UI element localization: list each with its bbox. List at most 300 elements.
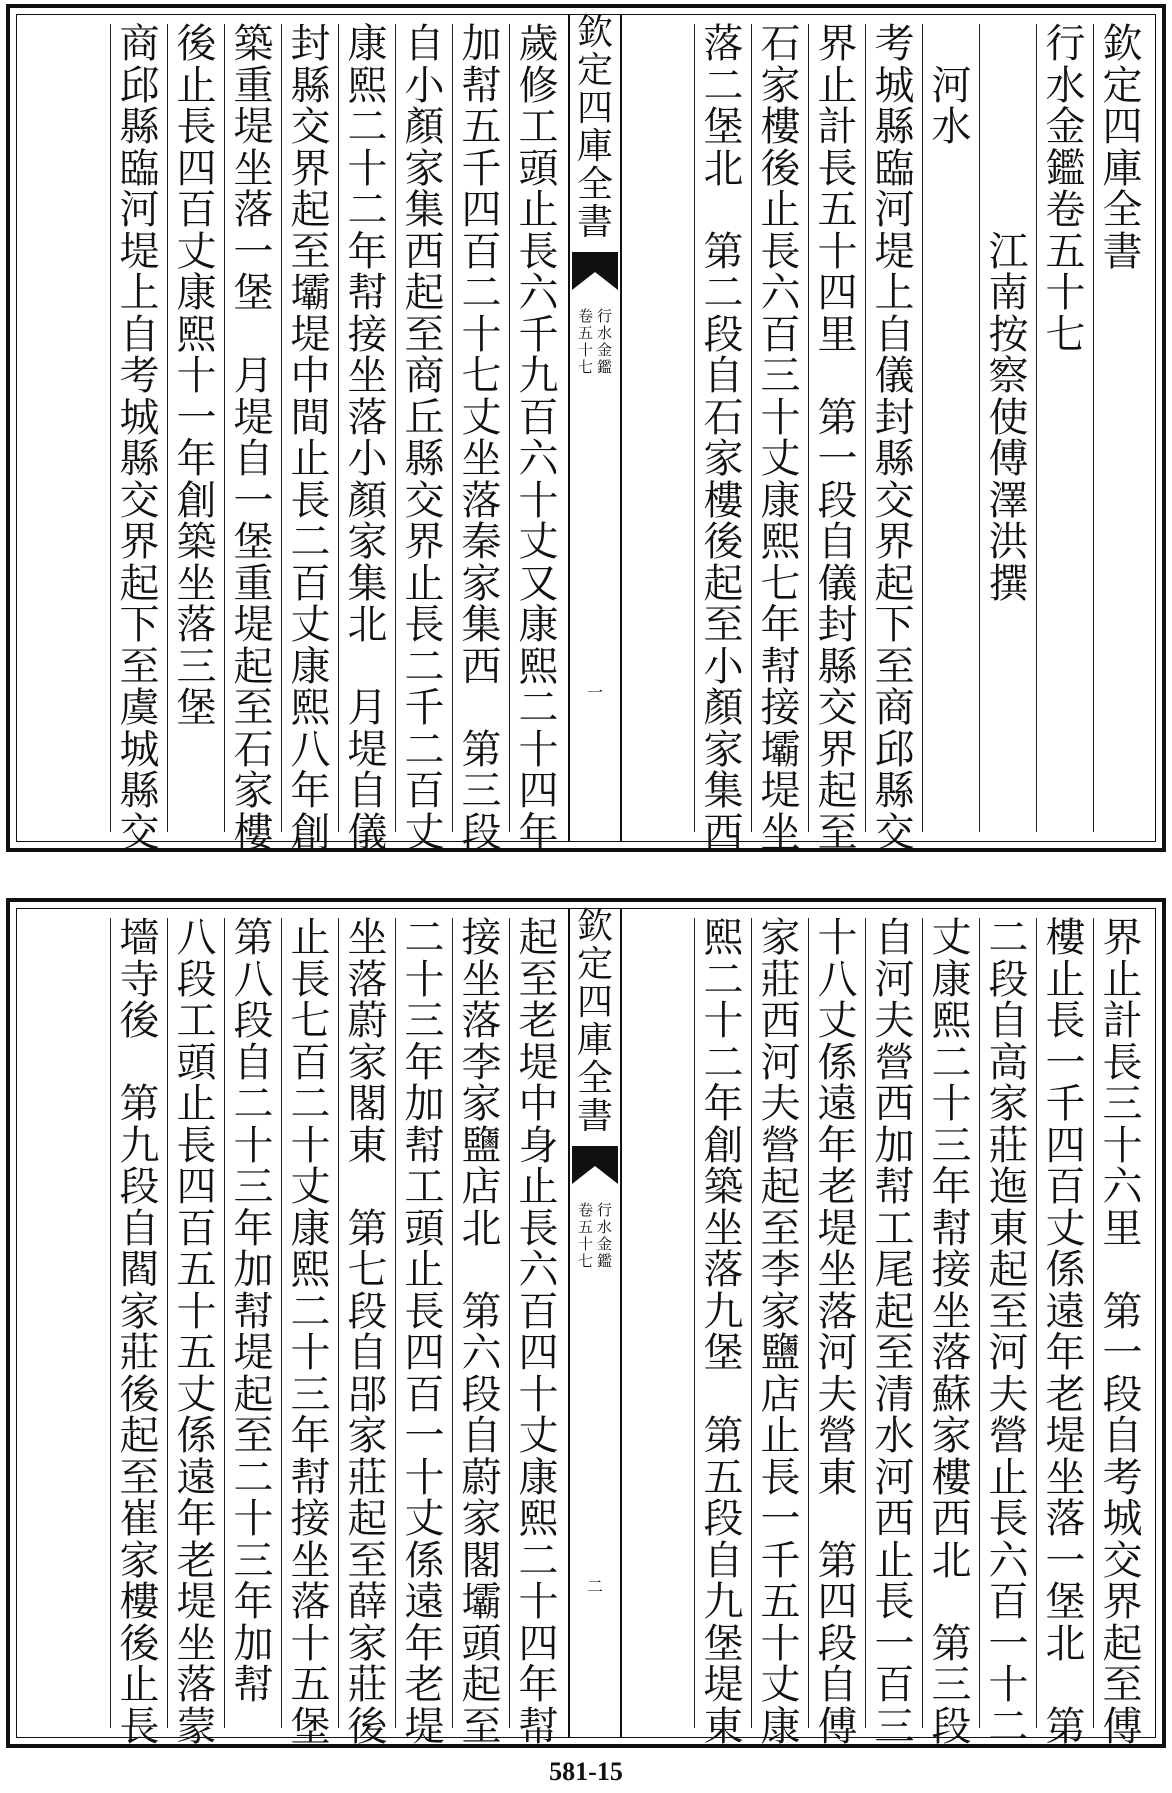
page-number-footer: 581-15 xyxy=(549,1757,623,1786)
glyph: 止 xyxy=(404,560,445,607)
glyph: 顏 xyxy=(347,477,388,524)
glyph: 一 xyxy=(817,436,858,482)
glyph xyxy=(695,190,752,232)
glyph: 起 xyxy=(233,1371,274,1418)
glyph: 二 xyxy=(404,726,445,773)
glyph: 自 xyxy=(347,768,388,814)
glyph: 自 xyxy=(817,1662,858,1708)
glyph: 五 xyxy=(577,324,593,342)
glyph: 二 xyxy=(290,1288,331,1335)
glyph: 至 xyxy=(817,809,858,856)
glyph: 堤 xyxy=(518,1039,559,1086)
glyph: 夫 xyxy=(760,1081,801,1127)
glyph xyxy=(453,1250,510,1292)
glyph: 創 xyxy=(703,1122,744,1169)
glyph: 西 xyxy=(703,809,744,856)
glyph: 坐 xyxy=(760,809,801,856)
glyph: 第 xyxy=(703,1413,744,1459)
glyph: 起 xyxy=(760,1164,801,1210)
glyph: 熙 xyxy=(347,62,388,109)
glyph: 書 xyxy=(576,202,613,243)
glyph: 三 xyxy=(176,643,217,690)
glyph: 六 xyxy=(1102,1164,1143,1210)
text-column xyxy=(1036,21,1094,832)
glyph: 澤 xyxy=(988,477,1029,524)
glyph: 百 xyxy=(988,1579,1029,1625)
glyph: 落 xyxy=(703,21,744,67)
glyph: 十 xyxy=(760,394,801,441)
text-column xyxy=(509,21,567,856)
glyph: 夫 xyxy=(817,1371,858,1418)
glyph: 十 xyxy=(1045,270,1086,316)
glyph: 堤 xyxy=(233,602,274,648)
lower-center-header xyxy=(577,908,613,1136)
glyph: 二 xyxy=(703,956,744,1003)
glyph: 六 xyxy=(988,1537,1029,1584)
glyph: 金 xyxy=(597,1235,613,1253)
glyph: 止 xyxy=(988,1454,1029,1501)
glyph: 丈 xyxy=(176,228,217,275)
glyph: 縣 xyxy=(119,436,160,482)
glyph xyxy=(980,24,1037,66)
glyph: 樓 xyxy=(233,809,274,856)
glyph: 係 xyxy=(176,1413,217,1459)
glyph: 金 xyxy=(597,341,613,359)
glyph: 家 xyxy=(119,1288,160,1335)
glyph: 里 xyxy=(817,311,858,358)
glyph: 熙 xyxy=(760,519,801,565)
glyph: 八 xyxy=(233,956,274,1003)
glyph: 坐 xyxy=(703,1205,744,1252)
chapter-volume xyxy=(578,1202,593,1270)
glyph: 年 xyxy=(518,1662,559,1708)
glyph: 五 xyxy=(290,1662,331,1708)
glyph: 二 xyxy=(404,643,445,690)
glyph: 水 xyxy=(1045,62,1086,109)
glyph: 百 xyxy=(404,1371,445,1418)
glyph: 坐 xyxy=(931,1288,972,1335)
glyph: 南 xyxy=(988,270,1029,316)
glyph: 千 xyxy=(760,1537,801,1584)
glyph: 河 xyxy=(874,1454,915,1501)
glyph: 十 xyxy=(931,1081,972,1127)
glyph: 九 xyxy=(518,353,559,399)
glyph: 虞 xyxy=(119,685,160,731)
glyph: 庫 xyxy=(1102,145,1143,192)
glyph: 坐 xyxy=(461,436,502,482)
glyph: 熙 xyxy=(518,643,559,690)
glyph: 河 xyxy=(817,1330,858,1376)
glyph: 家 xyxy=(461,1496,502,1542)
glyph: 書 xyxy=(1102,228,1143,275)
glyph: 長 xyxy=(518,228,559,275)
glyph: 落 xyxy=(461,477,502,524)
glyph: 城 xyxy=(874,62,915,109)
glyph: 一 xyxy=(1045,1537,1086,1584)
glyph: 六 xyxy=(760,270,801,316)
glyph: 七 xyxy=(347,1247,388,1293)
glyph: 自 xyxy=(119,1205,160,1252)
glyph: 起 xyxy=(1102,1620,1143,1667)
glyph: 三 xyxy=(931,1122,972,1169)
glyph: 丈 xyxy=(404,809,445,856)
glyph: 老 xyxy=(518,998,559,1044)
glyph: 寺 xyxy=(119,956,160,1003)
glyph: 幇 xyxy=(233,1662,274,1708)
glyph: 四 xyxy=(817,1579,858,1625)
glyph: 家 xyxy=(988,1081,1029,1127)
glyph: 自 xyxy=(347,1330,388,1376)
glyph: 一 xyxy=(1102,1330,1143,1376)
glyph: 二 xyxy=(347,104,388,150)
glyph: 七 xyxy=(760,560,801,607)
glyph: 丘 xyxy=(404,394,445,441)
glyph: 欽 xyxy=(576,906,613,947)
text-column xyxy=(167,915,225,1750)
glyph: 欽 xyxy=(1102,21,1143,67)
glyph: 身 xyxy=(518,1122,559,1169)
glyph: 封 xyxy=(874,394,915,441)
glyph: 定 xyxy=(576,944,613,985)
glyph: 壩 xyxy=(290,270,331,316)
glyph: 界 xyxy=(1102,1579,1143,1625)
glyph: 營 xyxy=(874,1039,915,1086)
glyph: 營 xyxy=(988,1413,1029,1459)
glyph xyxy=(809,1499,866,1541)
glyph: 丈 xyxy=(461,394,502,441)
glyph: 丈 xyxy=(518,519,559,565)
glyph: 係 xyxy=(817,1039,858,1086)
glyph: 堤 xyxy=(760,768,801,814)
glyph: 莊 xyxy=(988,1122,1029,1169)
glyph: 儀 xyxy=(817,560,858,607)
glyph: 至 xyxy=(461,1703,502,1750)
glyph: 四 xyxy=(817,270,858,316)
upper-center-chapter xyxy=(578,308,612,376)
glyph: 考 xyxy=(119,353,160,399)
glyph: 北 xyxy=(931,1537,972,1584)
glyph: 顏 xyxy=(404,104,445,150)
glyph: 家 xyxy=(404,145,445,192)
glyph: 莊 xyxy=(119,1330,160,1376)
glyph: 十 xyxy=(290,1330,331,1376)
glyph: 坐 xyxy=(347,915,388,961)
glyph: 年 xyxy=(290,768,331,814)
glyph: 家 xyxy=(347,519,388,565)
glyph: 起 xyxy=(988,1247,1029,1293)
text-column xyxy=(865,21,923,856)
glyph: 幇 xyxy=(347,270,388,316)
glyph: 熙 xyxy=(176,311,217,358)
glyph: 邱 xyxy=(874,726,915,773)
glyph: 十 xyxy=(233,1496,274,1542)
glyph: 十 xyxy=(817,228,858,275)
text-column xyxy=(281,21,339,856)
glyph: 二 xyxy=(233,1454,274,1501)
glyph: 後 xyxy=(347,1703,388,1750)
glyph: 起 xyxy=(290,187,331,233)
glyph: 城 xyxy=(119,726,160,773)
glyph: 七 xyxy=(577,358,593,376)
glyph: 行 xyxy=(597,1201,613,1219)
glyph: 段 xyxy=(347,1288,388,1335)
glyph: 年 xyxy=(404,1039,445,1086)
glyph: 一 xyxy=(988,1620,1029,1667)
glyph: 年 xyxy=(518,809,559,856)
glyph: 鑑 xyxy=(597,358,613,376)
glyph: 長 xyxy=(1045,998,1086,1044)
glyph: 蒙 xyxy=(176,1703,217,1750)
glyph: 北 xyxy=(461,1205,502,1252)
glyph: 起 xyxy=(874,560,915,607)
glyph: 自 xyxy=(988,998,1029,1044)
glyph: 集 xyxy=(404,187,445,233)
glyph: 自 xyxy=(703,353,744,399)
glyph: 遠 xyxy=(176,1454,217,1501)
glyph: 北 xyxy=(703,145,744,192)
glyph: 頭 xyxy=(404,1205,445,1252)
glyph: 縣 xyxy=(404,436,445,482)
glyph: 店 xyxy=(760,1371,801,1418)
glyph: 落 xyxy=(461,998,502,1044)
glyph: 止 xyxy=(760,187,801,233)
glyph: 北 xyxy=(347,602,388,648)
upper-center-strip xyxy=(568,14,622,842)
glyph: 後 xyxy=(119,1371,160,1418)
glyph: 坐 xyxy=(233,145,274,192)
glyph xyxy=(111,1043,168,1085)
glyph: 接 xyxy=(290,1496,331,1542)
glyph: 工 xyxy=(518,104,559,150)
glyph: 西 xyxy=(461,643,502,690)
glyph: 起 xyxy=(404,270,445,316)
glyph: 二 xyxy=(461,270,502,316)
glyph: 第 xyxy=(461,1288,502,1335)
glyph: 幇 xyxy=(290,1454,331,1501)
glyph: 康 xyxy=(290,1205,331,1252)
glyph: 九 xyxy=(119,1122,160,1169)
glyph: 第 xyxy=(931,1620,972,1667)
glyph: 三 xyxy=(233,1164,274,1210)
glyph: 年 xyxy=(1045,1330,1086,1376)
glyph: 年 xyxy=(233,1205,274,1252)
glyph: 至 xyxy=(119,643,160,690)
glyph: 河 xyxy=(931,62,972,109)
glyph: 十 xyxy=(518,1579,559,1625)
text-column xyxy=(751,915,809,1750)
glyph: 頭 xyxy=(176,1039,217,1086)
glyph: 八 xyxy=(176,915,217,961)
glyph: 止 xyxy=(290,436,331,482)
glyph: 交 xyxy=(1102,1537,1143,1584)
glyph: 界 xyxy=(119,519,160,565)
glyph: 儀 xyxy=(874,353,915,399)
glyph: 遠 xyxy=(404,1579,445,1625)
upper-center-header xyxy=(577,14,613,242)
glyph: 自 xyxy=(1102,1413,1143,1459)
text-column xyxy=(751,21,809,856)
glyph: 全 xyxy=(1102,187,1143,233)
glyph: 李 xyxy=(760,1247,801,1293)
glyph: 後 xyxy=(119,998,160,1044)
glyph: 邱 xyxy=(119,62,160,109)
glyph: 商 xyxy=(874,685,915,731)
glyph: 落 xyxy=(931,1330,972,1376)
text-column xyxy=(979,24,1037,832)
glyph: 家 xyxy=(760,915,801,961)
glyph: 至 xyxy=(233,1413,274,1459)
glyph: 後 xyxy=(703,519,744,565)
glyph: 蔚 xyxy=(347,998,388,1044)
glyph: 堤 xyxy=(347,726,388,773)
glyph: 定 xyxy=(576,50,613,91)
glyph: 接 xyxy=(760,685,801,731)
glyph: 第 xyxy=(233,915,274,961)
glyph: 百 xyxy=(518,394,559,441)
glyph: 年 xyxy=(233,1579,274,1625)
glyph: 計 xyxy=(817,104,858,150)
glyph: 七 xyxy=(1045,311,1086,358)
glyph: 堤 xyxy=(233,1330,274,1376)
text-column xyxy=(167,21,225,832)
glyph: 行 xyxy=(1045,21,1086,67)
glyph: 係 xyxy=(404,1537,445,1584)
glyph: 段 xyxy=(461,809,502,856)
text-column xyxy=(1036,915,1094,1750)
glyph: 清 xyxy=(874,1371,915,1418)
glyph: 傅 xyxy=(1102,1703,1143,1750)
glyph: 薛 xyxy=(347,1579,388,1625)
glyph: 止 xyxy=(518,1164,559,1210)
glyph: 頭 xyxy=(518,145,559,192)
glyph: 築 xyxy=(703,1164,744,1210)
text-column xyxy=(922,915,980,1750)
glyph: 西 xyxy=(931,1496,972,1542)
glyph: 按 xyxy=(988,311,1029,358)
glyph xyxy=(339,1167,396,1209)
glyph: 起 xyxy=(518,915,559,961)
glyph: 二 xyxy=(703,270,744,316)
glyph: 界 xyxy=(817,21,858,67)
glyph: 堤 xyxy=(703,1662,744,1708)
glyph: 李 xyxy=(461,1039,502,1086)
glyph: 家 xyxy=(347,1620,388,1667)
glyph: 至 xyxy=(874,1330,915,1376)
glyph: 十 xyxy=(703,998,744,1044)
glyph: 小 xyxy=(347,436,388,482)
glyph: 百 xyxy=(404,768,445,814)
glyph: 郘 xyxy=(347,1371,388,1418)
glyph: 段 xyxy=(176,956,217,1003)
glyph: 八 xyxy=(817,956,858,1003)
glyph: 百 xyxy=(518,1288,559,1335)
glyph: 十 xyxy=(518,1371,559,1418)
glyph: 五 xyxy=(703,1454,744,1501)
glyph: 下 xyxy=(119,602,160,648)
glyph: 縣 xyxy=(874,768,915,814)
glyph: 重 xyxy=(233,560,274,607)
glyph: 七 xyxy=(290,998,331,1044)
text-column xyxy=(338,915,396,1750)
glyph: 三 xyxy=(1102,1081,1143,1127)
glyph: 接 xyxy=(347,311,388,358)
glyph: 起 xyxy=(703,560,744,607)
glyph: 年 xyxy=(347,228,388,275)
glyph: 坐 xyxy=(1045,1454,1086,1501)
glyph: 康 xyxy=(347,21,388,67)
glyph xyxy=(1094,1250,1151,1292)
glyph: 家 xyxy=(233,768,274,814)
glyph: 堡 xyxy=(233,270,274,316)
glyph: 堡 xyxy=(703,1330,744,1376)
glyph: 長 xyxy=(119,1703,160,1750)
glyph: 西 xyxy=(404,228,445,275)
glyph: 起 xyxy=(347,1496,388,1542)
glyph: 落 xyxy=(1045,1496,1086,1542)
glyph: 六 xyxy=(518,436,559,482)
text-column xyxy=(808,915,866,1750)
glyph: 行 xyxy=(597,307,613,325)
glyph: 西 xyxy=(874,1081,915,1127)
glyph: 二 xyxy=(518,685,559,731)
glyph: 一 xyxy=(760,1496,801,1542)
glyph: 幇 xyxy=(931,1205,972,1252)
glyph: 上 xyxy=(874,270,915,316)
glyph: 樓 xyxy=(119,1579,160,1625)
chapter-title xyxy=(597,308,612,376)
glyph: 堤 xyxy=(1045,1413,1086,1459)
glyph: 高 xyxy=(988,1039,1029,1086)
glyph: 三 xyxy=(404,998,445,1044)
glyph: 康 xyxy=(176,270,217,316)
glyph: 東 xyxy=(817,1454,858,1501)
glyph: 第 xyxy=(817,1537,858,1584)
glyph: 熙 xyxy=(290,685,331,731)
glyph xyxy=(923,24,980,66)
glyph: 落 xyxy=(817,1288,858,1335)
glyph: 夫 xyxy=(874,998,915,1044)
glyph: 小 xyxy=(703,643,744,690)
glyph: 十 xyxy=(518,726,559,773)
glyph: 石 xyxy=(760,21,801,67)
glyph: 二 xyxy=(931,1039,972,1086)
glyph: 樓 xyxy=(703,477,744,524)
glyph: 長 xyxy=(176,104,217,150)
glyph: 集 xyxy=(703,768,744,814)
glyph: 長 xyxy=(817,145,858,192)
glyph: 堤 xyxy=(290,311,331,358)
glyph: 卷 xyxy=(577,1201,593,1219)
glyph: 莊 xyxy=(347,1662,388,1708)
glyph: 下 xyxy=(874,602,915,648)
glyph: 丈 xyxy=(817,998,858,1044)
glyph: 十 xyxy=(290,1122,331,1169)
glyph: 四 xyxy=(518,1620,559,1667)
glyph: 九 xyxy=(703,1288,744,1335)
glyph: 第 xyxy=(1102,1288,1143,1335)
glyph: 落 xyxy=(290,1579,331,1625)
glyph: 營 xyxy=(760,1122,801,1169)
glyph: 使 xyxy=(988,394,1029,441)
glyph: 八 xyxy=(290,726,331,773)
glyph: 起 xyxy=(874,1288,915,1335)
glyph: 康 xyxy=(518,602,559,648)
glyph: 丈 xyxy=(404,1496,445,1542)
glyph: 段 xyxy=(119,1164,160,1210)
text-column xyxy=(395,21,453,856)
glyph: 縣 xyxy=(817,643,858,690)
glyph: 十 xyxy=(404,956,445,1003)
